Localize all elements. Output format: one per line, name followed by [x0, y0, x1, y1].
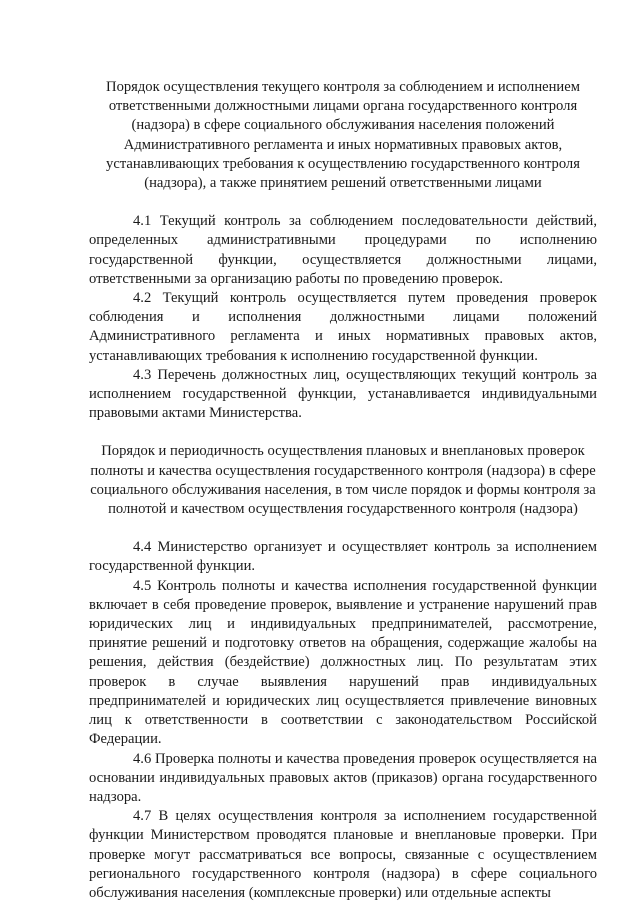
paragraph-4-3: 4.3 Перечень должностных лиц, осуществляющих текущий контроль за исполнением государственной функции, устанавливается индивидуальными правовыми актами Министерства. [89, 366, 597, 422]
paragraph-4-1: 4.1 Текущий контроль за соблюдением последовательности действий, определенных административными процедурами по исполнению государственной функции, осуществляется должностными лицами, ответственными за организацию работы по проведению проверок. [89, 213, 597, 287]
paragraph-4-7: 4.7 В целях осуществления контроля за исполнением государственной функции Министерством проводятся плановые и внеплановые проверки. При проверке могут рассматриваться все вопросы, связанные с осуществлением регионального государственного контроля (надзора) в сфере социального обслуживания населения (комплексные проверки) или отдельные аспекты [89, 808, 597, 901]
paragraph-4-5: 4.5 Контроль полноты и качества исполнения государственной функции включает в себя проведение проверок, выявление и устранение нарушений прав юридических лиц и индивидуальных предпринимателей, рассмотрение, принятие решений и подготовку ответов на обращения, содержащие жалобы на решения, действия (бездействие) должностных лиц. По результатам этих проверок в случае выявления нарушений прав индивидуальных предпринимателей и юридических лиц осуществляется привлечение виновных лиц к ответственности в соответствии с законодательством Российской Федерации. [89, 577, 597, 748]
paragraph-4-6: 4.6 Проверка полноты и качества проведения проверок осуществляется на основании индивидуальных правовых актов (приказов) органа государственного надзора. [89, 750, 597, 805]
section-heading-current-control: Порядок осуществления текущего контроля за соблюдением и исполнением ответственными должностными лицами органа государственного контроля (надзора) в сфере социального обслуживания населения положений Административного регламента и иных нормативных правовых актов, устанавливающих требования к осуществлению государственного контроля (надзора), а также принятием решений ответственными лицами [106, 79, 580, 192]
paragraph-4-2: 4.2 Текущий контроль осуществляется путем проведения проверок соблюдения и исполнения должностными лицами положений Административного регламента и иных нормативных правовых актов, устанавливающих требования к исполнению государственной функции. [89, 290, 597, 364]
paragraph-4-4: 4.4 Министерство организует и осуществляет контроль за исполнением государственной функции. [89, 539, 597, 575]
section-heading-inspections: Порядок и периодичность осуществления плановых и внеплановых проверок полноты и качества осуществления государственного контроля (надзора) в сфере социального обслуживания населения, в том числе порядок и формы контроля за полнотой и качеством осуществления государственного контроля (надзора) [90, 443, 596, 518]
document-page [89, 78, 597, 903]
